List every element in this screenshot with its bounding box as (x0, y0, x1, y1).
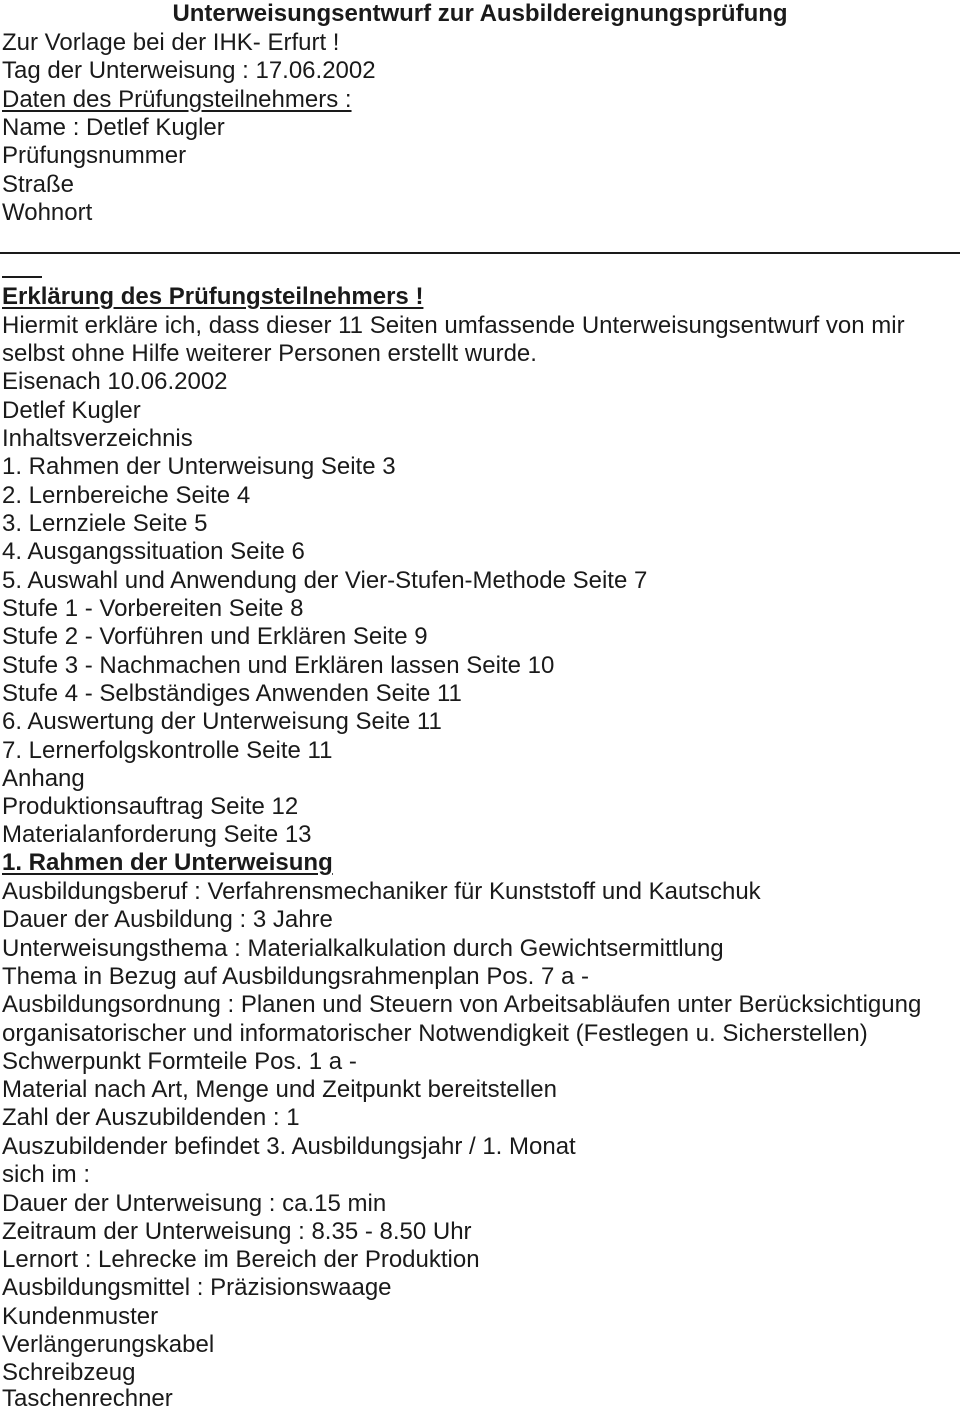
inhalt-heading: Inhaltsverzeichnis (2, 425, 193, 452)
rahmen-line: Zeitraum der Unterweisung : 8.35 - 8.50 Uhr (2, 1218, 472, 1245)
short-divider (2, 276, 42, 278)
toc-item: 2. Lernbereiche Seite 4 (2, 482, 251, 509)
toc-item: 6. Auswertung der Unterweisung Seite 11 (2, 708, 442, 735)
rahmen-line: Material nach Art, Menge und Zeitpunkt bereitstellen (2, 1076, 557, 1103)
rahmen-line: Thema in Bezug auf Ausbildungsrahmenplan Pos. 7 a - (2, 963, 590, 990)
toc-item: Materialanforderung Seite 13 (2, 821, 312, 848)
rahmen-line: Kundenmuster (2, 1303, 159, 1330)
rahmen-line: Lernort : Lehrecke im Bereich der Produktion (2, 1246, 480, 1273)
rahmen-line: Ausbildungsberuf : Verfahrensmechaniker für Kunststoff und Kautschuk (2, 878, 761, 905)
erklaerung-heading: Erklärung des Prüfungsteilnehmers ! (2, 283, 424, 310)
rahmen-line: organisatorischer und informatorischer Notwendigkeit (Festlegen u. Sicherstellen) (2, 1020, 868, 1047)
rahmen-line: Zahl der Auszubildenden : 1 (2, 1104, 300, 1131)
rahmen-heading: 1. Rahmen der Unterweisung (2, 849, 333, 876)
toc-item: 4. Ausgangssituation Seite 6 (2, 538, 305, 565)
toc-item: Produktionsauftrag Seite 12 (2, 793, 299, 820)
rahmen-line: Ausbildungsmittel : Präzisionswaage (2, 1274, 392, 1301)
vorlage-line: Zur Vorlage bei der IHK- Erfurt ! (2, 29, 340, 56)
toc-item: Anhang (2, 765, 85, 792)
name-line: Name : Detlef Kugler (2, 114, 225, 141)
rahmen-line: sich im : (2, 1161, 91, 1188)
toc-item: 3. Lernziele Seite 5 (2, 510, 208, 537)
unterschrift: Detlef Kugler (2, 397, 141, 424)
rahmen-line: Taschenrechner (2, 1385, 173, 1409)
erklaerung-text-2: selbst ohne Hilfe weiterer Personen erstellt wurde. (2, 340, 537, 367)
wohnort-line: Wohnort (2, 199, 93, 226)
rahmen-line: Unterweisungsthema : Materialkalkulation durch Gewichtsermittlung (2, 935, 724, 962)
ort-datum: Eisenach 10.06.2002 (2, 368, 228, 395)
toc-item: Stufe 4 - Selbständiges Anwenden Seite 11 (2, 680, 462, 707)
rahmen-line: Auszubildender befindet 3. Ausbildungsjahr / 1. Monat (2, 1133, 576, 1160)
toc-item: 1. Rahmen der Unterweisung Seite 3 (2, 453, 396, 480)
toc-item: Stufe 2 - Vorführen und Erklären Seite 9 (2, 623, 428, 650)
tag-line: Tag der Unterweisung : 17.06.2002 (2, 57, 376, 84)
rahmen-line: Dauer der Unterweisung : ca.15 min (2, 1190, 387, 1217)
toc-item: 5. Auswahl und Anwendung der Vier-Stufen-Methode Seite 7 (2, 567, 648, 594)
rahmen-line: Dauer der Ausbildung : 3 Jahre (2, 906, 333, 933)
rahmen-line: Schreibzeug (2, 1359, 136, 1386)
toc-item: Stufe 1 - Vorbereiten Seite 8 (2, 595, 304, 622)
pruefungsnummer-line: Prüfungsnummer (2, 142, 187, 169)
rahmen-line: Schwerpunkt Formteile Pos. 1 a - (2, 1048, 357, 1075)
rahmen-line: Verlängerungskabel (2, 1331, 215, 1358)
strasse-line: Straße (2, 171, 75, 198)
rahmen-line: Ausbildungsordnung : Planen und Steuern von Arbeitsabläufen unter Berücksichtigung (2, 991, 922, 1018)
toc-item: Stufe 3 - Nachmachen und Erklären lassen Seite 10 (2, 652, 555, 679)
erklaerung-text-1: Hiermit erkläre ich, dass dieser 11 Seiten umfassende Unterweisungsentwurf von mir (2, 312, 905, 339)
document-title: Unterweisungsentwurf zur Ausbildereignungsprüfung (172, 0, 788, 27)
daten-heading: Daten des Prüfungsteilnehmers : (2, 86, 352, 113)
horizontal-divider (0, 252, 960, 254)
toc-item: 7. Lernerfolgskontrolle Seite 11 (2, 737, 333, 764)
